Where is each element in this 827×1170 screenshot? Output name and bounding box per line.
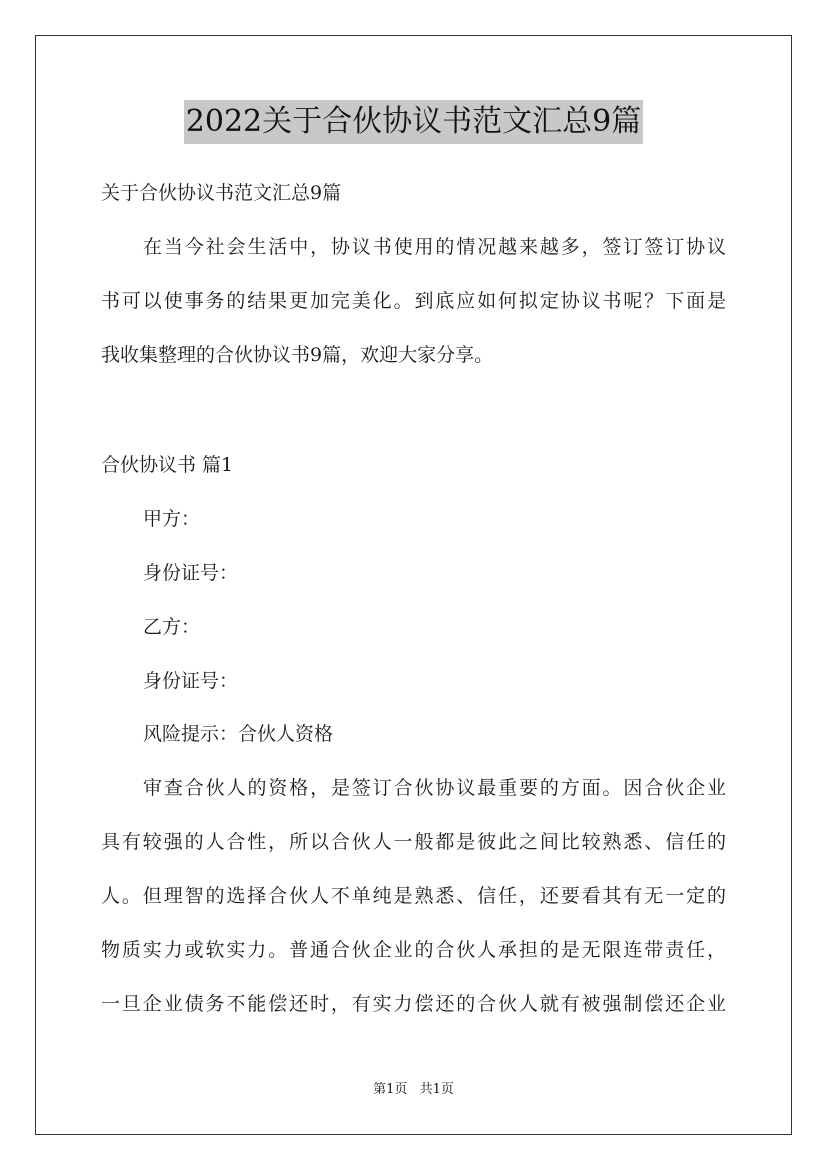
section-heading: 合伙协议书 篇1 xyxy=(101,454,234,476)
page-number: 第1页 xyxy=(373,1082,408,1097)
document-title: 2022关于合伙协议书范文汇总9篇 xyxy=(184,100,643,144)
page-footer xyxy=(0,1081,827,1099)
risk-notice: 风险提示：合伙人资格 xyxy=(143,723,334,745)
body-line-4: 物质实力或软实力。普通合伙企业的合伙人承担的是无限连带责任， xyxy=(101,939,726,961)
field-party-a: 甲方： xyxy=(143,508,201,530)
field-id-number-b: 身份证号： xyxy=(143,670,239,692)
body-line-2: 具有较强的人合性，所以合伙人一般都是彼此之间比较熟悉、信任的 xyxy=(101,831,726,853)
document-subtitle: 关于合伙协议书范文汇总9篇 xyxy=(101,182,342,204)
intro-line-1: 在当今社会生活中，协议书使用的情况越来越多，签订签订协议 xyxy=(143,236,726,258)
body-line-5: 一旦企业债务不能偿还时，有实力偿还的合伙人就有被强制偿还企业 xyxy=(101,993,726,1015)
body-line-3: 人。但理智的选择合伙人不单纯是熟悉、信任，还要看其有无一定的 xyxy=(101,885,726,907)
body-line-1: 审查合伙人的资格，是签订合伙协议最重要的方面。因合伙企业 xyxy=(143,777,726,799)
field-id-number-a: 身份证号： xyxy=(143,562,239,584)
intro-line-2: 书可以使事务的结果更加完美化。到底应如何拟定协议书呢？下面是 xyxy=(101,290,726,312)
page-total: 共1页 xyxy=(419,1082,454,1097)
intro-line-3: 我收集整理的合伙协议书9篇，欢迎大家分享。 xyxy=(101,344,494,366)
title-container xyxy=(0,100,827,144)
field-party-b: 乙方： xyxy=(143,616,201,638)
